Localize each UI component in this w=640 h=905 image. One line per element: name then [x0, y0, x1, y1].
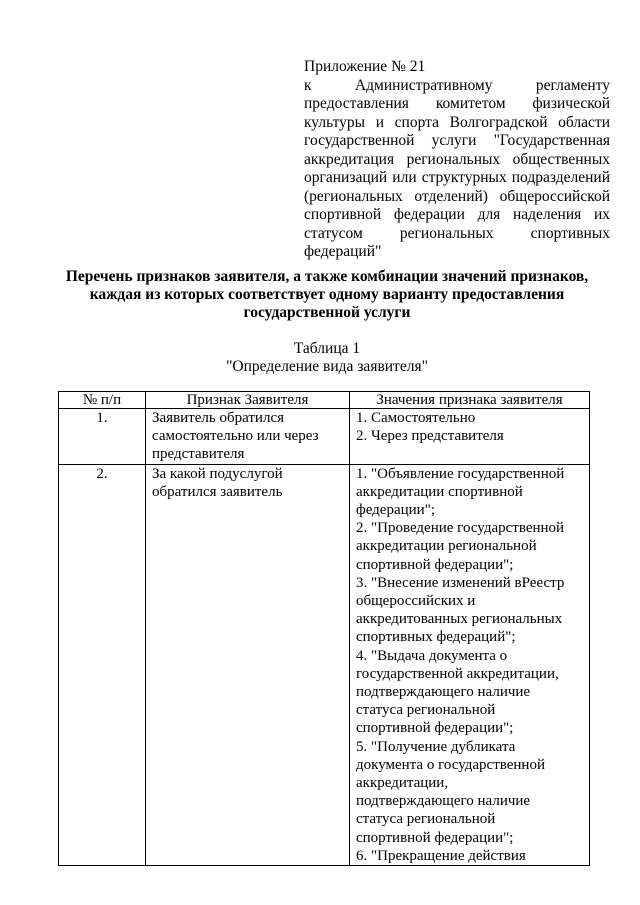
- row-values: [350, 464, 590, 865]
- values-list: [356, 465, 584, 865]
- row-values: [350, 409, 590, 465]
- value-item: 3. "Внесение изменений вРеестр общероссийских и аккредитованных региональных спортивных федераций";: [356, 574, 565, 646]
- document-title: [40, 268, 614, 322]
- value-item: 2. Через представителя: [356, 427, 584, 445]
- table-row: [59, 409, 590, 465]
- table-header-row: [59, 392, 590, 409]
- header-feature: Признак Заявителя: [146, 392, 350, 409]
- table-name: "Определение вида заявителя": [226, 358, 428, 375]
- appendix-line: (региональных отделений) общероссийской: [304, 187, 610, 205]
- row-number: 1.: [59, 409, 146, 465]
- value-item: 1. "Объявление государственной аккредитации спортивной федерации";: [356, 465, 565, 519]
- header-values: Значения признака заявителя: [350, 392, 590, 409]
- header-number: № п/п: [59, 392, 146, 409]
- appendix-line: предоставления комитетом физической: [304, 95, 610, 112]
- row-number: 2.: [59, 464, 146, 865]
- appendix-line: аккредитация региональных общественных: [304, 150, 610, 168]
- table-row: [59, 464, 590, 865]
- table-caption: [40, 340, 614, 376]
- applicant-features-table: [58, 391, 590, 866]
- value-item: 1. Самостоятельно: [356, 409, 584, 427]
- table-number: Таблица 1: [293, 340, 361, 357]
- row-feature: [146, 409, 350, 465]
- value-item: 6. "Прекращение действия: [356, 847, 526, 864]
- row-feature-text: Заявитель обратился самостоятельно или через представителя: [152, 410, 319, 463]
- appendix-line: статусом региональных спортивных: [304, 224, 610, 242]
- appendix-line: федераций": [304, 243, 382, 260]
- appendix-line: культуры и спорта Волгоградской области: [304, 113, 610, 131]
- appendix-title: Приложение № 21: [304, 58, 426, 75]
- appendix-line: организаций или структурных подразделений: [304, 169, 610, 186]
- value-item: 2. "Проведение государственной аккредитации региональной спортивной федерации";: [356, 520, 565, 573]
- document-title-text: Перечень признаков заявителя, а также комбинации значений признаков, каждая из которых соответствует одному варианту предоставления государственной услуги: [65, 268, 589, 321]
- row-feature-text: За какой подуслугой обратился заявитель: [152, 465, 283, 500]
- row-feature: [146, 464, 350, 865]
- appendix-line: государственной услуги "Государственная: [304, 132, 610, 149]
- appendix-block: [304, 58, 610, 262]
- appendix-line: к Административному регламенту: [304, 76, 610, 94]
- value-item: 4. "Выдача документа о государственной аккредитации, подтверждающего наличие статуса региональной спортивной федерации";: [356, 647, 559, 737]
- value-item: 5. "Получение дубликата документа о государственной аккредитации, подтверждающего наличие статуса региональной спортивной федерации";: [356, 738, 545, 846]
- values-list: [356, 409, 584, 445]
- appendix-line: спортивной федерации для наделения их: [304, 206, 610, 223]
